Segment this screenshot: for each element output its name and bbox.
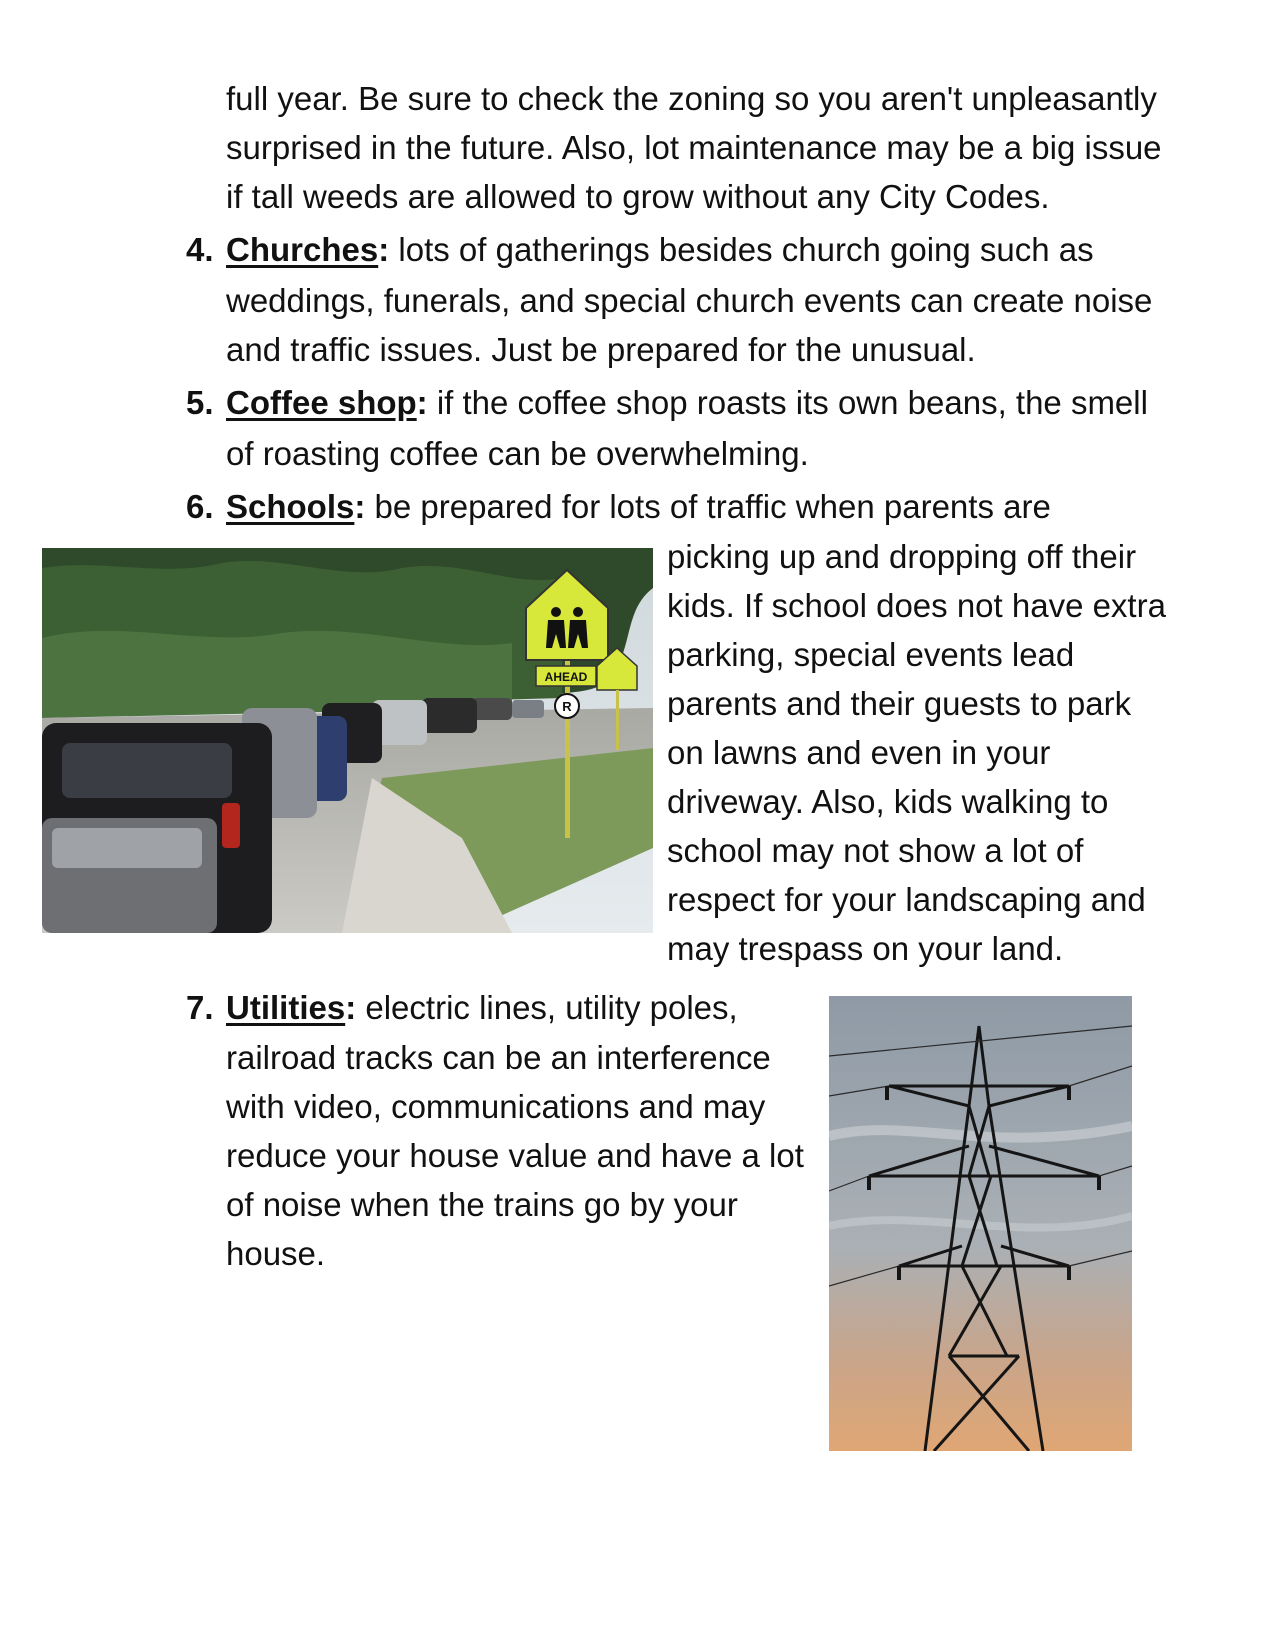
item-7-line-3: with video, communications and may xyxy=(226,1088,766,1125)
school-traffic-photo xyxy=(42,548,653,933)
item-6-line-4: parking, special events lead xyxy=(667,636,1075,673)
item-5-term: Coffee shop xyxy=(226,384,417,421)
item-5-colon: : xyxy=(416,384,428,421)
intro-line-1: full year. Be sure to check the zoning so you aren't unpleasantly xyxy=(226,80,1157,117)
item-7-line-6: house. xyxy=(226,1235,326,1272)
item-6-number: 6. xyxy=(186,488,214,525)
item-4-number: 4. xyxy=(186,231,214,268)
item-5-line-2: of roasting coffee can be overwhelming. xyxy=(226,435,809,472)
item-6-first-line xyxy=(226,482,1051,531)
item-7-number: 7. xyxy=(186,989,214,1026)
item-5-line-1: if the coffee shop roasts its own beans, the smell xyxy=(427,384,1148,421)
item-7-line-2: railroad tracks can be an interference xyxy=(226,1039,771,1076)
item-5-first-line xyxy=(226,378,1148,427)
item-6-line-7: driveway. Also, kids walking to xyxy=(667,783,1109,820)
intro-line-3: if tall weeds are allowed to grow without any City Codes. xyxy=(226,178,1050,215)
item-4-term: Churches xyxy=(226,231,379,268)
item-6-line-1: be prepared for lots of traffic when parents are xyxy=(365,488,1051,525)
item-6-line-2: picking up and dropping off their xyxy=(667,538,1137,575)
item-7-line-5: of noise when the trains go by your xyxy=(226,1186,738,1223)
item-6-colon: : xyxy=(354,488,366,525)
item-4-line-3: and traffic issues. Just be prepared for the unusual. xyxy=(226,331,976,368)
item-7-term: Utilities xyxy=(226,989,346,1026)
ahead-sign-text: AHEAD xyxy=(544,670,588,684)
item-6-line-10: may trespass on your land. xyxy=(667,930,1064,967)
item-7-colon: : xyxy=(345,989,357,1026)
item-6-line-9: respect for your landscaping and xyxy=(667,881,1146,918)
intro-line-2: surprised in the future. Also, lot maintenance may be a big issue xyxy=(226,129,1162,166)
item-4-line-1: lots of gatherings besides church going such as xyxy=(389,231,1094,268)
item-7-line-4: reduce your house value and have a lot xyxy=(226,1137,804,1174)
svg-text:R: R xyxy=(562,699,572,714)
item-7-line-1: electric lines, utility poles, xyxy=(356,989,738,1026)
item-6-line-8: school may not show a lot of xyxy=(667,832,1084,869)
power-tower-photo xyxy=(829,996,1132,1451)
item-6-line-5: parents and their guests to park xyxy=(667,685,1132,722)
item-4-colon: : xyxy=(378,231,390,268)
item-4-line-2: weddings, funerals, and special church events can create noise xyxy=(226,282,1153,319)
item-5-number: 5. xyxy=(186,384,214,421)
item-7-first-line xyxy=(226,983,738,1032)
item-4-first-line xyxy=(226,225,1094,274)
item-6-term: Schools xyxy=(226,488,355,525)
item-6-line-3: kids. If school does not have extra xyxy=(667,587,1166,624)
item-6-line-6: on lawns and even in your xyxy=(667,734,1051,771)
